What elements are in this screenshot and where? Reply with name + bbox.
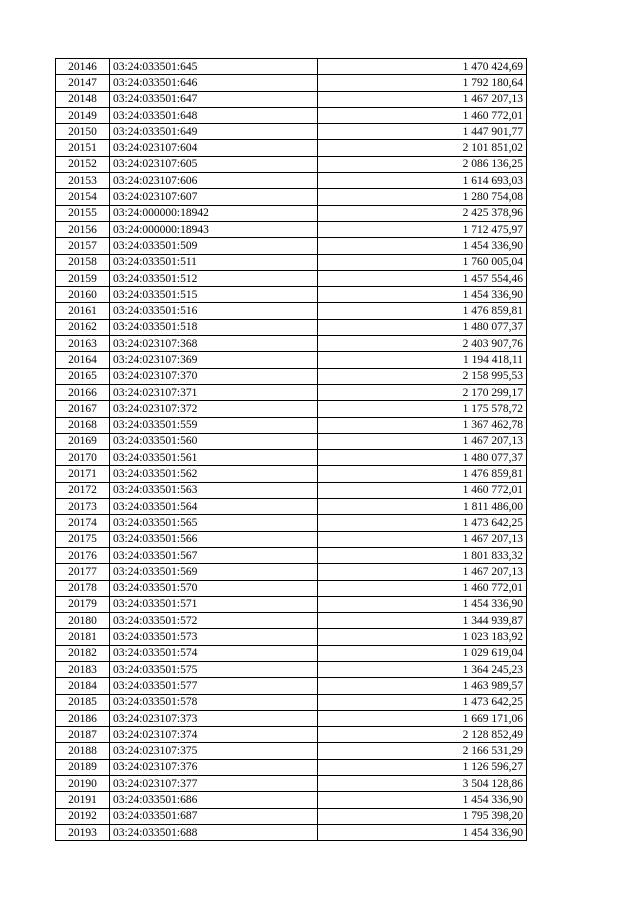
table-row [56,107,527,123]
cadastral-number-cell: 03:24:023107:605 [110,156,318,172]
cadastral-value-cell: 1 795 398,20 [318,808,527,824]
cadastral-number-cell: 03:24:033501:565 [110,515,318,531]
cadastral-number-cell: 03:24:033501:562 [110,466,318,482]
table-row [56,629,527,645]
cadastral-number-cell: 03:24:023107:370 [110,368,318,384]
cadastral-value-cell: 1 023 183,92 [318,629,527,645]
cadastral-value-cell: 1 175 578,72 [318,401,527,417]
row-number-cell: 20178 [56,580,110,596]
cadastral-value-cell: 1 460 772,01 [318,107,527,123]
cadastral-number-cell: 03:24:033501:560 [110,433,318,449]
table-row [56,792,527,808]
cadastral-number-cell: 03:24:023107:377 [110,776,318,792]
cadastral-number-cell: 03:24:033501:648 [110,107,318,123]
table-row [56,661,527,677]
cadastral-value-cell: 3 504 128,86 [318,776,527,792]
table-row [56,189,527,205]
cadastral-value-cell: 1 460 772,01 [318,482,527,498]
cadastral-number-cell: 03:24:033501:646 [110,75,318,91]
cadastral-number-cell: 03:24:033501:512 [110,270,318,286]
row-number-cell: 20146 [56,59,110,75]
row-number-cell: 20193 [56,824,110,840]
cadastral-number-cell: 03:24:033501:516 [110,303,318,319]
row-number-cell: 20164 [56,352,110,368]
cadastral-number-cell: 03:24:023107:368 [110,336,318,352]
cadastral-number-cell: 03:24:033501:573 [110,629,318,645]
row-number-cell: 20171 [56,466,110,482]
row-number-cell: 20151 [56,140,110,156]
row-number-cell: 20175 [56,531,110,547]
cadastral-number-cell: 03:24:033501:577 [110,678,318,694]
cadastral-value-cell: 1 454 336,90 [318,287,527,303]
table-row [56,499,527,515]
table-row [56,678,527,694]
cadastral-number-cell: 03:24:033501:686 [110,792,318,808]
cadastral-value-cell: 1 460 772,01 [318,580,527,596]
row-number-cell: 20185 [56,694,110,710]
row-number-cell: 20187 [56,727,110,743]
table-row [56,384,527,400]
cadastral-value-cell: 1 454 336,90 [318,596,527,612]
table-row [56,75,527,91]
table-row [56,743,527,759]
cadastral-number-cell: 03:24:033501:687 [110,808,318,824]
row-number-cell: 20149 [56,107,110,123]
table-row [56,759,527,775]
table-row [56,303,527,319]
cadastral-value-cell: 1 480 077,37 [318,319,527,335]
cadastral-number-cell: 03:24:033501:569 [110,564,318,580]
cadastral-number-cell: 03:24:033501:647 [110,91,318,107]
cadastral-value-cell: 1 029 619,04 [318,645,527,661]
cadastral-number-cell: 03:24:033501:515 [110,287,318,303]
row-number-cell: 20172 [56,482,110,498]
cadastral-number-cell: 03:24:033501:571 [110,596,318,612]
row-number-cell: 20190 [56,776,110,792]
cadastral-value-cell: 1 801 833,32 [318,547,527,563]
row-number-cell: 20177 [56,564,110,580]
row-number-cell: 20184 [56,678,110,694]
table-row [56,776,527,792]
cadastral-value-cell: 1 614 693,03 [318,173,527,189]
row-number-cell: 20159 [56,270,110,286]
row-number-cell: 20162 [56,319,110,335]
table-row [56,613,527,629]
cadastral-number-cell: 03:24:033501:572 [110,613,318,629]
table-row [56,91,527,107]
table-row [56,417,527,433]
table-row [56,140,527,156]
cadastral-value-cell: 1 457 554,46 [318,270,527,286]
cadastral-value-cell: 1 447 901,77 [318,124,527,140]
table-row [56,482,527,498]
row-number-cell: 20174 [56,515,110,531]
row-number-cell: 20150 [56,124,110,140]
table-row [56,466,527,482]
cadastral-number-cell: 03:24:033501:688 [110,824,318,840]
cadastral-number-cell: 03:24:033501:559 [110,417,318,433]
table-row [56,59,527,75]
cadastral-value-cell: 1 467 207,13 [318,564,527,580]
table-row [56,596,527,612]
table-row [56,124,527,140]
cadastral-number-cell: 03:24:033501:563 [110,482,318,498]
row-number-cell: 20176 [56,547,110,563]
cadastral-number-cell: 03:24:023107:376 [110,759,318,775]
cadastral-number-cell: 03:24:033501:509 [110,238,318,254]
row-number-cell: 20156 [56,221,110,237]
table-row [56,336,527,352]
row-number-cell: 20147 [56,75,110,91]
row-number-cell: 20181 [56,629,110,645]
row-number-cell: 20189 [56,759,110,775]
table-row [56,368,527,384]
table-row [56,531,527,547]
row-number-cell: 20168 [56,417,110,433]
cadastral-value-cell: 1 473 642,25 [318,694,527,710]
table-row [56,205,527,221]
table-row [56,173,527,189]
cadastral-number-cell: 03:24:023107:606 [110,173,318,189]
cadastral-number-cell: 03:24:023107:372 [110,401,318,417]
cadastral-value-cell: 1 473 642,25 [318,515,527,531]
table-row [56,580,527,596]
cadastral-value-cell: 1 454 336,90 [318,792,527,808]
cadastral-value-cell: 2 086 136,25 [318,156,527,172]
cadastral-number-cell: 03:24:033501:566 [110,531,318,547]
cadastral-value-cell: 1 126 596,27 [318,759,527,775]
row-number-cell: 20166 [56,384,110,400]
cadastral-number-cell: 03:24:033501:518 [110,319,318,335]
row-number-cell: 20155 [56,205,110,221]
cadastral-number-cell: 03:24:023107:375 [110,743,318,759]
row-number-cell: 20173 [56,499,110,515]
table-row [56,547,527,563]
cadastral-number-cell: 03:24:023107:373 [110,710,318,726]
cadastral-value-cell: 1 476 859,81 [318,303,527,319]
cadastral-number-cell: 03:24:000000:18942 [110,205,318,221]
cadastral-number-cell: 03:24:023107:371 [110,384,318,400]
cadastral-number-cell: 03:24:023107:607 [110,189,318,205]
cadastral-value-cell: 1 669 171,06 [318,710,527,726]
row-number-cell: 20186 [56,710,110,726]
cadastral-number-cell: 03:24:023107:374 [110,727,318,743]
table-row [56,238,527,254]
row-number-cell: 20183 [56,661,110,677]
table-row [56,319,527,335]
cadastral-value-cell: 1 476 859,81 [318,466,527,482]
row-number-cell: 20180 [56,613,110,629]
table-row [56,808,527,824]
row-number-cell: 20191 [56,792,110,808]
cadastral-value-cell: 2 403 907,76 [318,336,527,352]
table-row [56,254,527,270]
cadastral-number-cell: 03:24:033501:645 [110,59,318,75]
cadastral-value-cell: 1 454 336,90 [318,824,527,840]
cadastral-value-cell: 1 712 475,97 [318,221,527,237]
cadastral-value-cell: 1 454 336,90 [318,238,527,254]
table-body [56,59,527,841]
cadastral-value-cell: 1 467 207,13 [318,433,527,449]
cadastral-value-cell: 1 792 180,64 [318,75,527,91]
row-number-cell: 20160 [56,287,110,303]
table-row [56,352,527,368]
cadastral-number-cell: 03:24:023107:369 [110,352,318,368]
row-number-cell: 20192 [56,808,110,824]
cadastral-value-cell: 1 194 418,11 [318,352,527,368]
cadastral-value-table [55,58,527,841]
table-row [56,221,527,237]
cadastral-value-cell: 2 425 378,96 [318,205,527,221]
table-row [56,287,527,303]
cadastral-value-cell: 2 101 851,02 [318,140,527,156]
table-row [56,401,527,417]
table-row [56,450,527,466]
cadastral-value-cell: 1 470 424,69 [318,59,527,75]
table-row [56,156,527,172]
cadastral-value-cell: 1 344 939,87 [318,613,527,629]
cadastral-number-cell: 03:24:033501:564 [110,499,318,515]
table-row [56,694,527,710]
cadastral-value-cell: 2 128 852,49 [318,727,527,743]
cadastral-number-cell: 03:24:033501:574 [110,645,318,661]
cadastral-value-cell: 1 760 005,04 [318,254,527,270]
table-row [56,433,527,449]
cadastral-value-cell: 2 158 995,53 [318,368,527,384]
cadastral-value-cell: 2 166 531,29 [318,743,527,759]
row-number-cell: 20152 [56,156,110,172]
table-row [56,270,527,286]
cadastral-value-cell: 1 367 462,78 [318,417,527,433]
row-number-cell: 20167 [56,401,110,417]
cadastral-number-cell: 03:24:000000:18943 [110,221,318,237]
cadastral-value-cell: 1 364 245,23 [318,661,527,677]
cadastral-number-cell: 03:24:033501:567 [110,547,318,563]
cadastral-value-cell: 1 467 207,13 [318,91,527,107]
row-number-cell: 20188 [56,743,110,759]
table-row [56,824,527,840]
cadastral-value-cell: 1 811 486,00 [318,499,527,515]
row-number-cell: 20154 [56,189,110,205]
row-number-cell: 20179 [56,596,110,612]
row-number-cell: 20148 [56,91,110,107]
cadastral-value-cell: 1 480 077,37 [318,450,527,466]
row-number-cell: 20169 [56,433,110,449]
row-number-cell: 20157 [56,238,110,254]
table-row [56,564,527,580]
cadastral-number-cell: 03:24:033501:578 [110,694,318,710]
row-number-cell: 20165 [56,368,110,384]
cadastral-value-cell: 1 463 989,57 [318,678,527,694]
table-row [56,645,527,661]
row-number-cell: 20163 [56,336,110,352]
table-row [56,515,527,531]
cadastral-number-cell: 03:24:033501:561 [110,450,318,466]
cadastral-value-cell: 2 170 299,17 [318,384,527,400]
table-row [56,727,527,743]
row-number-cell: 20158 [56,254,110,270]
cadastral-number-cell: 03:24:033501:575 [110,661,318,677]
table-row [56,710,527,726]
cadastral-number-cell: 03:24:033501:649 [110,124,318,140]
cadastral-number-cell: 03:24:023107:604 [110,140,318,156]
row-number-cell: 20170 [56,450,110,466]
row-number-cell: 20153 [56,173,110,189]
cadastral-number-cell: 03:24:033501:570 [110,580,318,596]
row-number-cell: 20161 [56,303,110,319]
cadastral-number-cell: 03:24:033501:511 [110,254,318,270]
row-number-cell: 20182 [56,645,110,661]
cadastral-value-cell: 1 280 754,08 [318,189,527,205]
cadastral-value-cell: 1 467 207,13 [318,531,527,547]
